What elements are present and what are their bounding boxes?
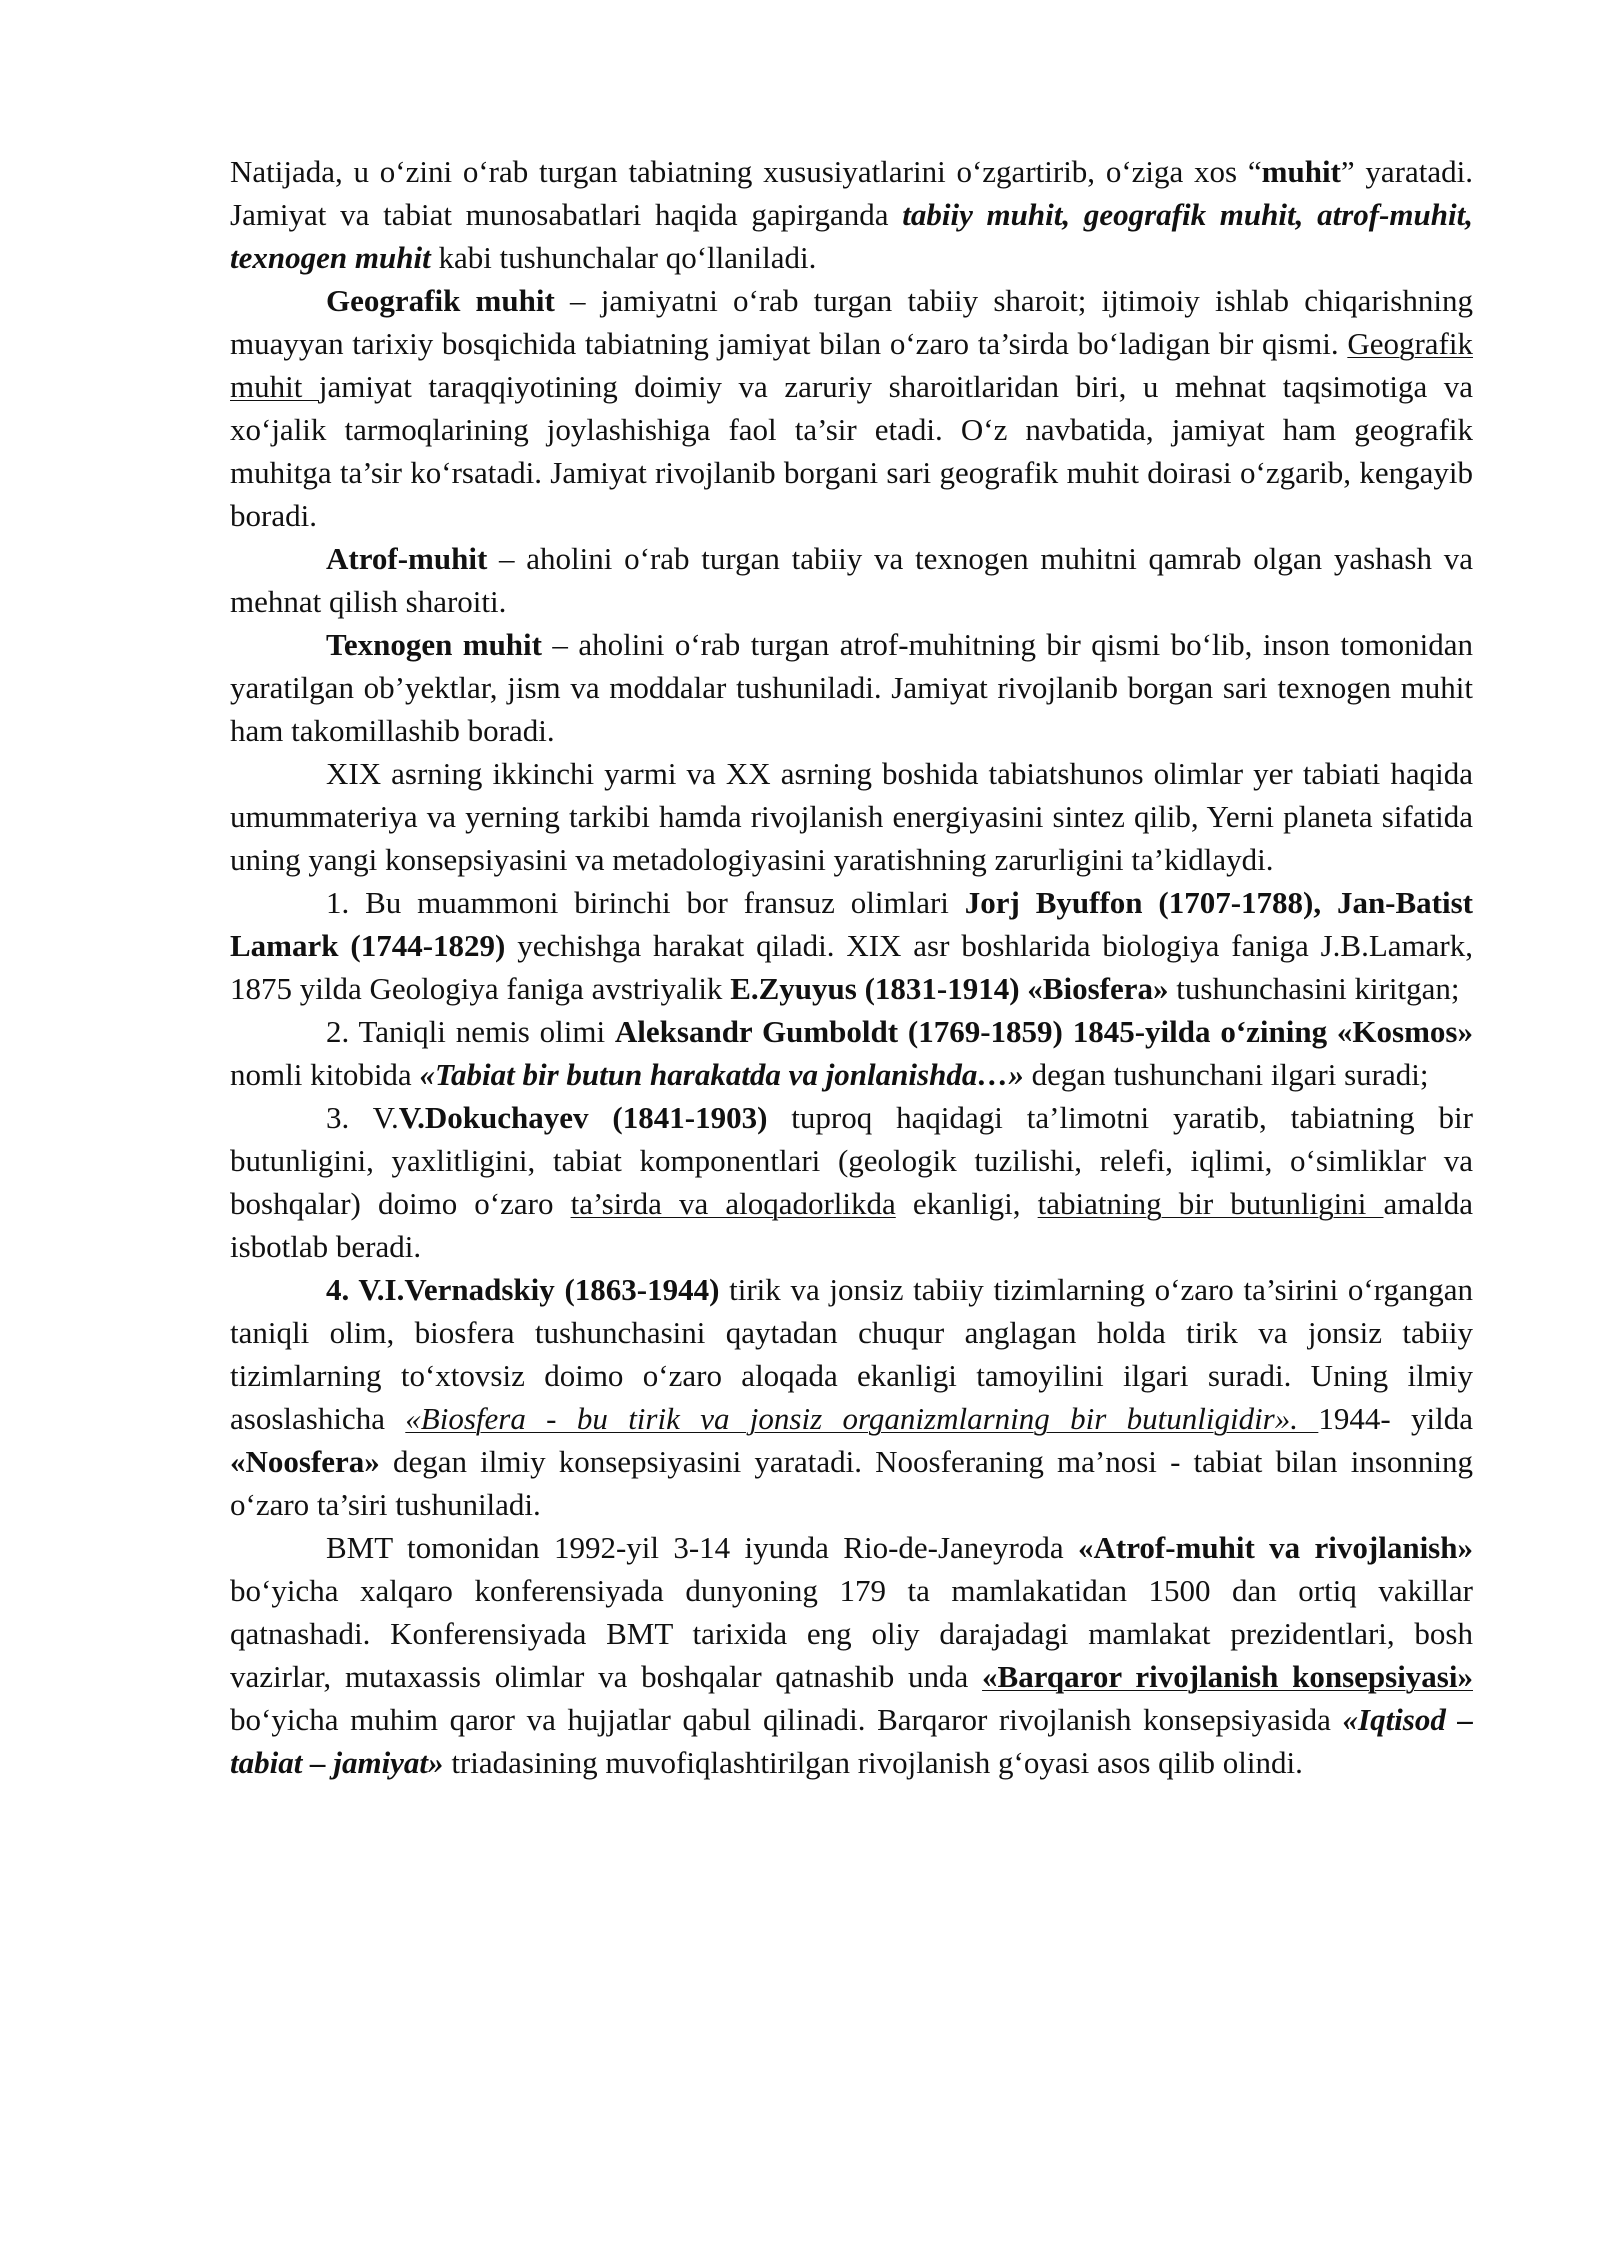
text-run: tushunchasini kiritgan; [1168, 971, 1460, 1006]
text-run: tirik va jonsiz tabiiy tizimlarning o‘zaro ta’sirini o‘rgangan taniqli olim, biosfera tushunchasini qaytadan chuqur anglagan holda tirik va jonsiz tabiiy tizimlarning to‘xtovsiz doimo o‘zaro aloqada ekanligi tamoyilini ilgari suradi. Uning ilmiy asoslashicha [230, 1272, 1473, 1436]
paragraph [230, 150, 1473, 279]
bold-term: Aleksandr Gumboldt (1769-1859) 1845-yilda o‘zining «Kosmos» [614, 1014, 1474, 1049]
bold-italic-term: tabiiy muhit, geografik muhit, atrof-muhit, texnogen muhit [230, 197, 1473, 275]
text-run: 2. Taniqli nemis olimi [326, 1014, 615, 1049]
text-run: BMT tomonidan 1992-yil 3-14 iyunda Rio-de-Janeyroda [326, 1530, 1078, 1565]
italic-quote: «Biosfera - bu tirik va jonsiz organizmlarning bir butunligidir». [405, 1401, 1319, 1436]
text-run: 3. V. [326, 1100, 399, 1135]
text-run: ” yaratadi. Jamiyat va tabiat munosabatlari haqida gapirganda [230, 154, 1473, 232]
paragraph [230, 1096, 1473, 1268]
text-run: bo‘yicha xalqaro konferensiyada dunyoning 179 ta mamlakatidan 1500 dan ortiq vakillar qatnashadi. Konferensiyada BMT tarixida eng oliy darajadagi mamlakat prezidentlari, bosh vazirlar, mutaxassis olimlar va boshqalar qatnashib unda [230, 1573, 1473, 1694]
text-run: – aholini o‘rab turgan tabiiy va texnogen muhitni qamrab olgan yashash va mehnat qilish sharoiti. [230, 541, 1473, 619]
underlined-text: ta’sirda va aloqadorlikda [570, 1186, 896, 1221]
paragraph [230, 537, 1473, 623]
text-run: – aholini o‘rab turgan atrof-muhitning bir qismi bo‘lib, inson tomonidan yaratilgan ob’yektlar, jism va moddalar tushuniladi. Jamiyat rivojlanib borgan sari texnogen muhit ham takomillashib boradi. [230, 627, 1474, 748]
paragraph [230, 623, 1473, 752]
paragraph [230, 1010, 1473, 1096]
text-run: triadasining muvofiqlashtirilgan rivojlanish g‘oyasi asos qilib olindi. [443, 1745, 1303, 1780]
bold-term: Atrof-muhit [326, 541, 488, 576]
text-run: amalda isbotlab beradi. [230, 1186, 1473, 1264]
paragraph [230, 752, 1473, 881]
bold-term: V.Dokuchayev (1841-1903) [398, 1100, 768, 1135]
text-run: 1944- yilda [1318, 1401, 1473, 1436]
text-run: tuproq haqidagi ta’limotni yaratib, tabiatning bir butunligini, yaxlitligini, tabiat komponentlari (geologik tuzilishi, relefi, iqlimi, o‘simliklar va boshqalar) doimo o‘zaro [230, 1100, 1473, 1221]
bold-term: «Atrof-muhit va rivojlanish» [1078, 1530, 1473, 1565]
bold-term: Geografik muhit [326, 283, 555, 318]
text-run: Natijada, u o‘zini o‘rab turgan tabiatning xususiyatlarini o‘zgartirib, o‘ziga xos “ [230, 154, 1262, 189]
bold-term: Jorj Byuffon (1707-1788), Jan-Batist Lamark (1744-1829) [230, 885, 1474, 963]
text-run: bo‘yicha muhim qaror va hujjatlar qabul qilinadi. Barqaror rivojlanish konsepsiyasida [230, 1702, 1343, 1737]
paragraph [230, 1268, 1473, 1526]
paragraph [230, 279, 1473, 537]
text-run: – jamiyatni o‘rab turgan tabiiy sharoit; ijtimoiy ishlab chiqarishning muayyan tarixiy bosqichida tabiatning jamiyat bilan o‘zaro ta’sirda bo‘ladigan bir qismi. [230, 283, 1473, 361]
bold-term: «Barqaror rivojlanish konsepsiyasi» [982, 1659, 1473, 1694]
underlined-text: Geografik muhit [230, 326, 1473, 404]
bold-term: 4. V.I.Vernadskiy (1863-1944) [326, 1272, 720, 1307]
text-run: nomli kitobida [230, 1057, 420, 1092]
text-run: degan tushunchani ilgari suradi; [1023, 1057, 1429, 1092]
underlined-text: tabiatning bir butunligini [1037, 1186, 1384, 1221]
text-run: ekanligi, [895, 1186, 1038, 1221]
text-run: degan ilmiy konsepsiyasini yaratadi. Noosferaning ma’nosi - tabiat bilan insonning o‘zaro ta’siri tushuniladi. [230, 1444, 1473, 1522]
paragraph [230, 881, 1473, 1010]
text-run: jamiyat taraqqiyotining doimiy va zaruriy sharoitlaridan biri, u mehnat taqsimotiga va xo‘jalik tarmoqlarining joylashishiga faol ta’sir etadi. O‘z navbatida, jamiyat ham geografik muhitga ta’sir ko‘rsatadi. Jamiyat rivojlanib borgani sari geografik muhit doirasi o‘zgarib, kengayib boradi. [230, 369, 1473, 533]
paragraph [230, 1526, 1473, 1784]
text-run: 1. Bu muammoni birinchi bor fransuz olimlari [326, 885, 965, 920]
document-page [230, 150, 1473, 1784]
text-run: kabi tushunchalar qo‘llaniladi. [430, 240, 817, 275]
bold-term: Texnogen muhit [326, 627, 542, 662]
bold-italic-term: «Tabiat bir butun harakatda va jonlanishda…» [419, 1057, 1024, 1092]
bold-term: E.Zyuyus (1831-1914) «Biosfera» [730, 971, 1169, 1006]
text-run: XIX asrning ikkinchi yarmi va XX asrning boshida tabiatshunos olimlar yer tabiati haqida umummateriya va yerning tarkibi hamda rivojlanish energiyasini sintez qilib, Yerni planeta sifatida uning yangi konsepsiyasini va metadologiyasini yaratishning zarurligini ta’kidlaydi. [230, 756, 1473, 877]
bold-term: muhit [1261, 154, 1341, 189]
text-run: yechishga harakat qiladi. XIX asr boshlarida biologiya faniga J.B.Lamark, 1875 yilda Geologiya faniga avstriyalik [230, 928, 1473, 1006]
bold-term: «Noosfera» [230, 1444, 380, 1479]
bold-italic-term: «Iqtisod – tabiat – jamiyat» [230, 1702, 1473, 1780]
